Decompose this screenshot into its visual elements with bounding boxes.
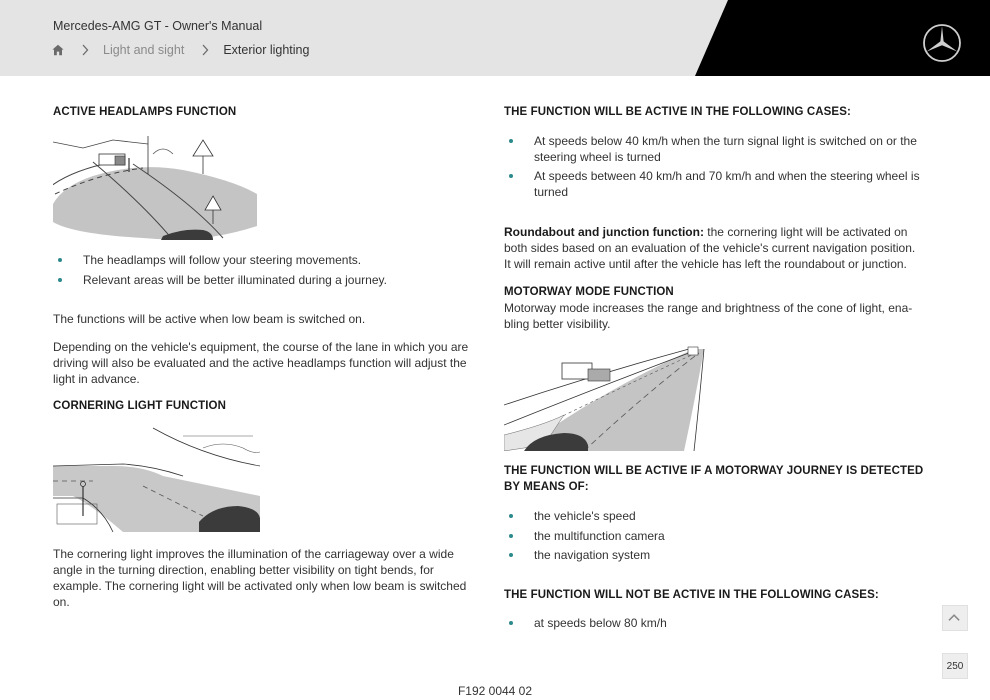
heading-motorway-mode: MOTORWAY MODE FUNCTION	[504, 286, 674, 298]
breadcrumb-exterior-lighting: Exterior lighting	[223, 43, 310, 57]
paragraph: Motorway mode increases the range and brightness of the cone of light, ena-bling better visibility.	[504, 301, 913, 331]
right-column	[504, 104, 924, 631]
chevron-up-icon	[943, 606, 967, 630]
heading-active-headlamps: ACTIVE HEADLAMPS FUNCTION	[53, 106, 237, 118]
breadcrumb-light-and-sight[interactable]: Light and sight	[103, 43, 185, 57]
list-item: the multifunction camera	[504, 528, 924, 544]
header-black-panel	[0, 0, 990, 76]
roundabout-label: Roundabout and junction function:	[504, 225, 704, 239]
list-item: Relevant areas will be better illuminated during a journey.	[53, 272, 473, 288]
chevron-right-icon	[81, 44, 89, 56]
list-item: The headlamps will follow your steering movements.	[53, 252, 473, 268]
home-icon[interactable]	[52, 44, 64, 56]
paragraph: The cornering light improves the illumination of the carriageway over a wide angle in the turning direction, enabling better visibility on tight bends, for example. The cornering light will be activated only when low beam is switched on.	[53, 547, 467, 609]
page-number-badge: 250	[942, 653, 968, 679]
mercedes-star-logo	[922, 23, 962, 63]
list-item: At speeds below 40 km/h when the turn signal light is switched on or the steering wheel is turned	[504, 133, 924, 165]
roundabout-text: the cornering light will be activated on both sides based on an evaluation of the vehicle's current navigation position. It will remain active until after the vehicle has left the roundabout or junction.	[504, 225, 916, 271]
heading-active-cases: THE FUNCTION WILL BE ACTIVE IN THE FOLLOWING CASES:	[504, 106, 851, 118]
left-column	[53, 104, 473, 610]
roundabout-paragraph	[504, 224, 924, 272]
detected-bullets	[504, 508, 924, 563]
paragraph: Depending on the vehicle's equipment, the course of the lane in which you are driving will also be evaluated and the active headlamps function will adjust the light in advance.	[53, 340, 469, 386]
list-item: at speeds below 80 km/h	[504, 615, 924, 631]
heading-cornering-light: CORNERING LIGHT FUNCTION	[53, 400, 226, 412]
list-item: the vehicle's speed	[504, 508, 924, 524]
heading-not-active-cases: THE FUNCTION WILL NOT BE ACTIVE IN THE FOLLOWING CASES:	[504, 589, 879, 601]
motorway-mode-illustration	[504, 345, 711, 451]
active-headlamps-bullets	[53, 252, 473, 288]
not-active-bullets	[504, 615, 924, 631]
list-item: the navigation system	[504, 547, 924, 563]
chevron-right-icon	[201, 44, 209, 56]
manual-title: Mercedes-AMG GT - Owner's Manual	[53, 19, 263, 33]
breadcrumb	[52, 42, 309, 58]
cornering-light-illustration	[53, 426, 260, 532]
active-cases-bullets	[504, 133, 924, 200]
paragraph: The functions will be active when low beam is switched on.	[53, 312, 366, 326]
heading-motorway-detected: THE FUNCTION WILL BE ACTIVE IF A MOTORWAY JOURNEY IS DETECTED BY MEANS OF:	[504, 465, 924, 493]
scroll-to-top-button[interactable]	[942, 605, 968, 631]
page-header	[0, 0, 990, 76]
active-headlamps-illustration	[53, 134, 260, 240]
list-item: At speeds between 40 km/h and 70 km/h and when the steering wheel is turned	[504, 168, 924, 200]
figure-code: F192 0044 02	[457, 684, 533, 698]
